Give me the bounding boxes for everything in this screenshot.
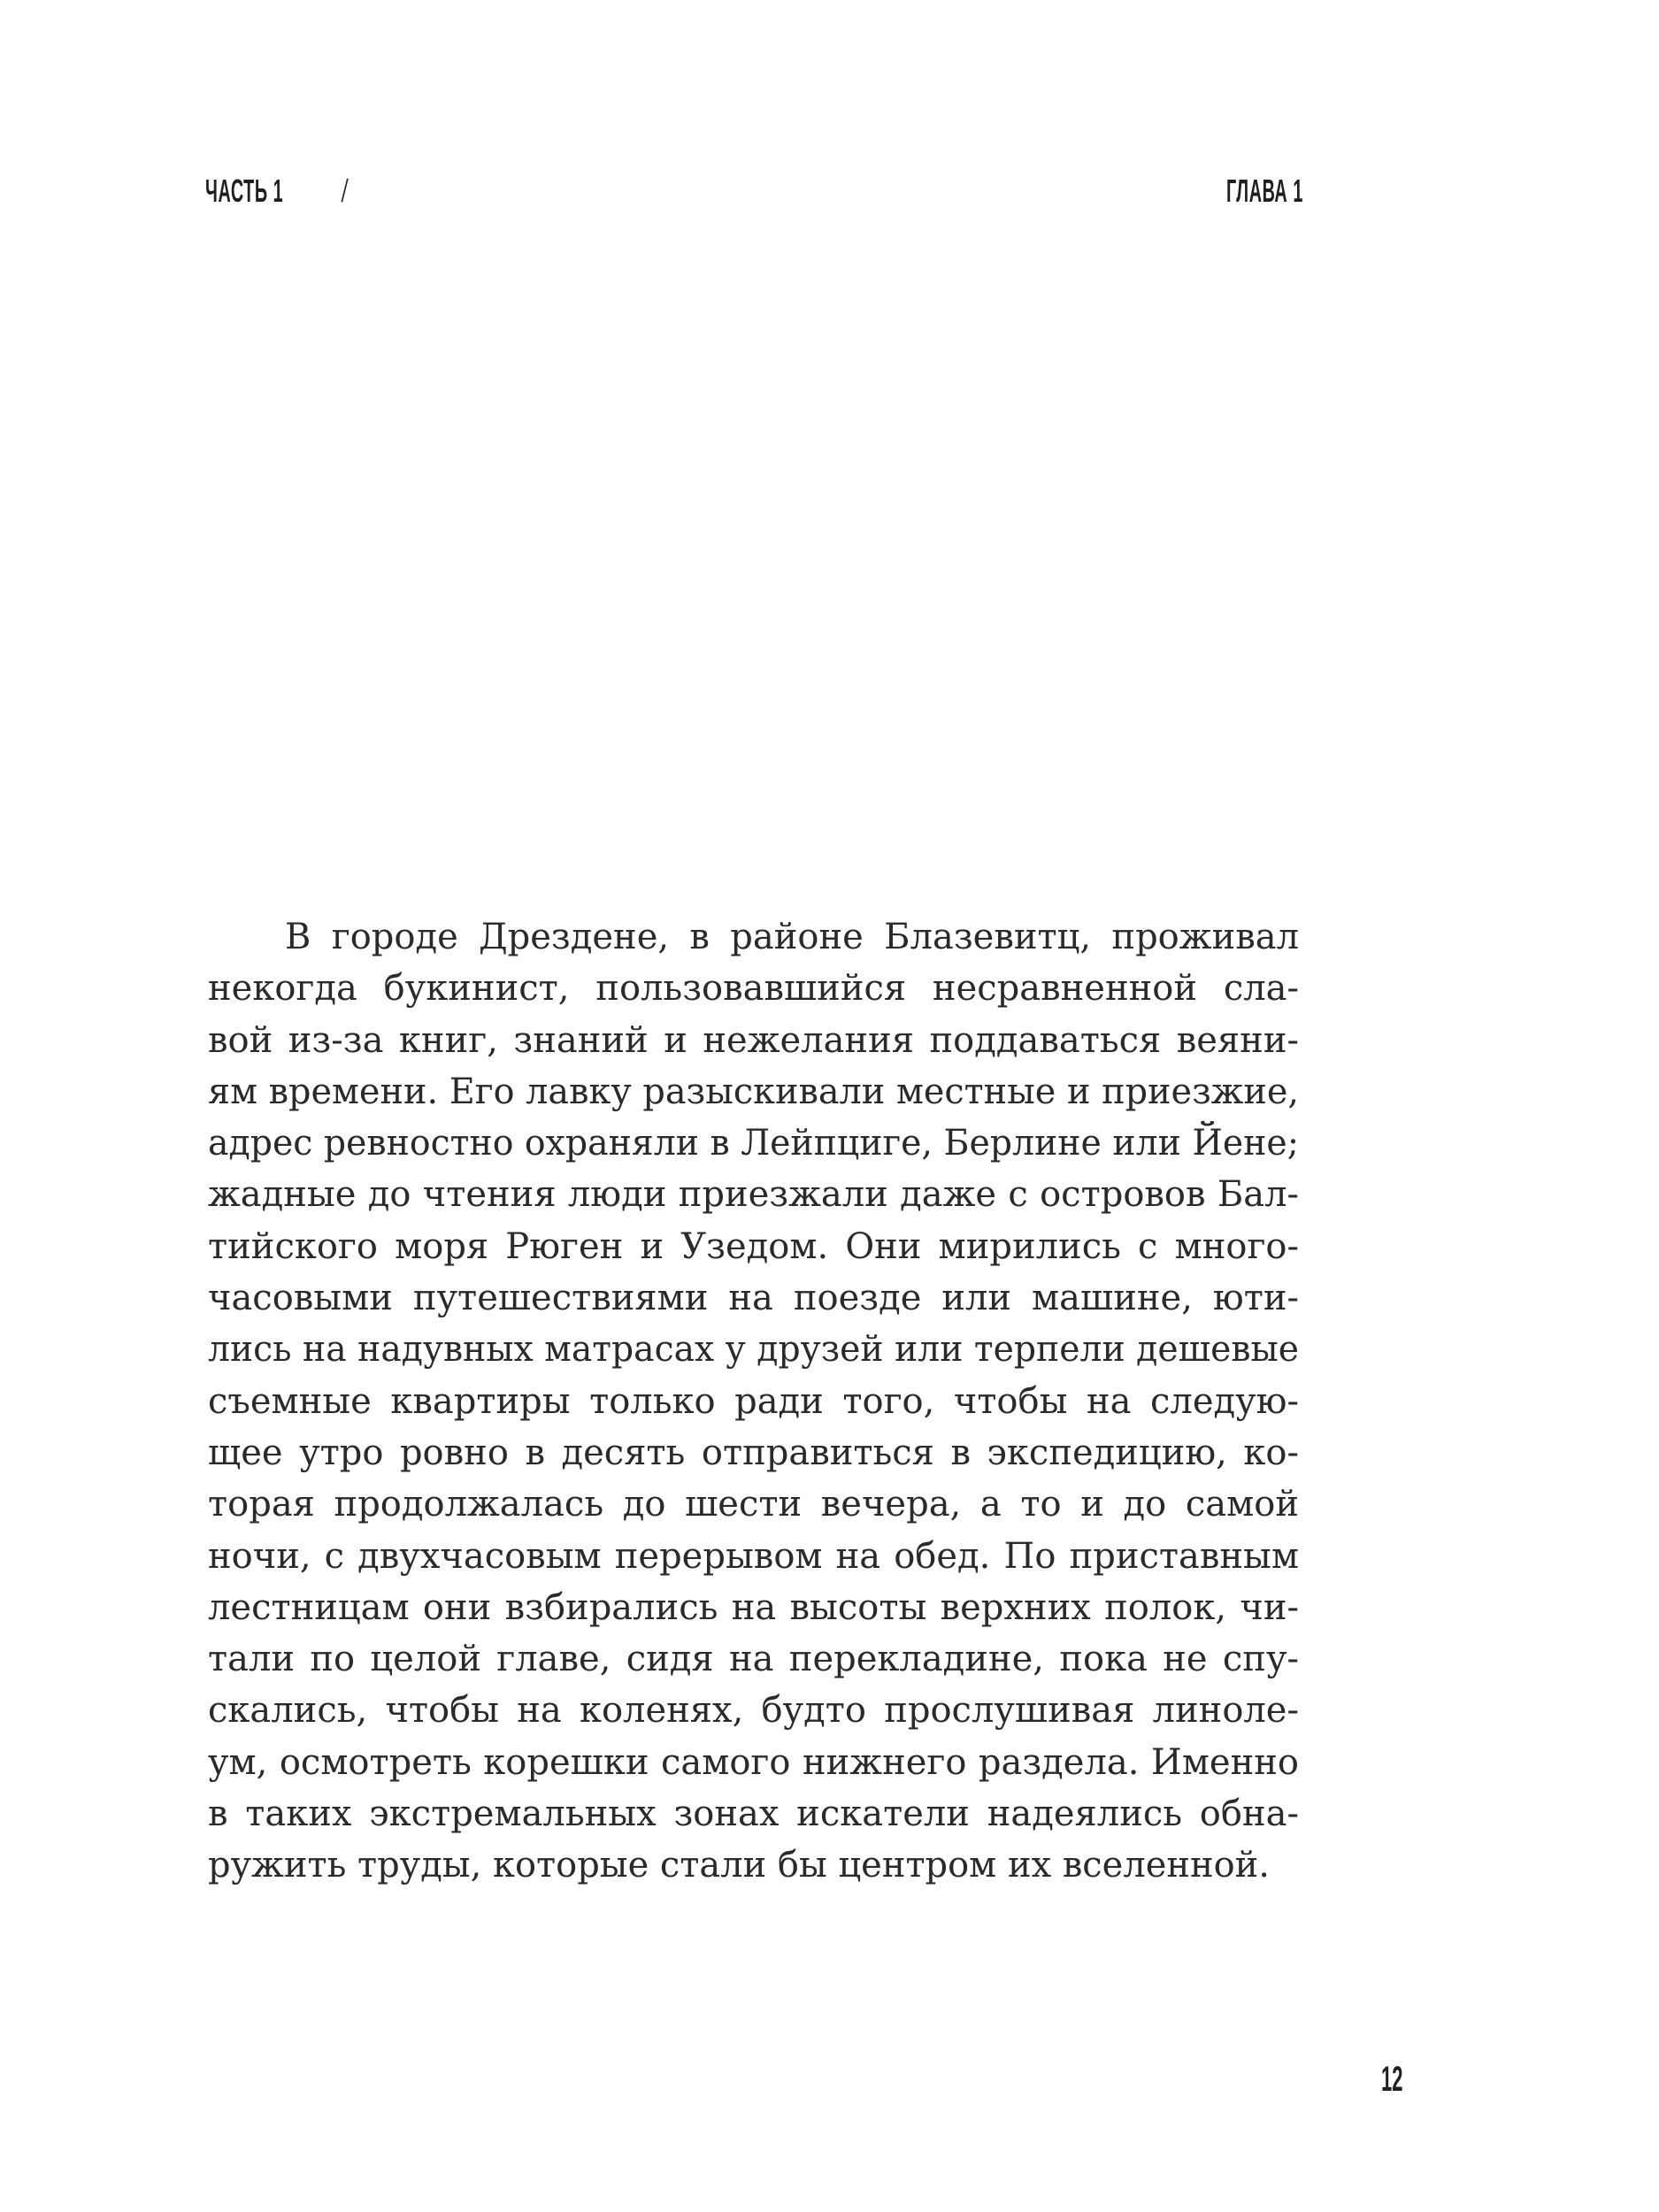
text-line: тийского моря Рюген и Узедом. Они мирились с много-: [208, 1225, 1299, 1267]
text-line: жадные до чтения люди приезжали даже с островов Бал-: [208, 1174, 1299, 1216]
text-line: в таких экстремальных зонах искатели надеялись обна-: [208, 1793, 1299, 1835]
text-line: адрес ревностно охраняли в Лейпциге, Берлине или Йене;: [208, 1123, 1299, 1164]
body-paragraph: [208, 911, 1299, 1892]
page-number: 12: [1381, 2060, 1403, 2099]
running-head-separator: /: [340, 173, 349, 209]
text-line: некогда букинист, пользовавшийся несравненной сла-: [208, 968, 1299, 1010]
text-line: съемные квартиры только ради того, чтобы на следую-: [208, 1380, 1299, 1422]
text-line: ночи, с двухчасовым перерывом на обед. По приставным: [208, 1535, 1299, 1577]
text-line: лестницам они взбирались на высоты верхних полок, чи-: [208, 1586, 1299, 1628]
text-line: ям времени. Его лавку разыскивали местные и приезжие,: [208, 1071, 1299, 1112]
text-line: щее утро ровно в десять отправиться в экспедицию, ко-: [208, 1432, 1299, 1473]
running-head-chapter: ГЛАВА 1: [1226, 173, 1303, 209]
text-line: часовыми путешествиями на поезде или машине, юти-: [208, 1278, 1299, 1319]
running-head-part: ЧАСТЬ 1: [205, 173, 284, 209]
text-line: ружить труды, которые стали бы центром их вселенной.: [208, 1845, 1270, 1886]
text-line: вой из-за книг, знаний и нежелания поддаваться веяни-: [208, 1019, 1299, 1061]
text-line: лись на надувных матрасах у друзей или терпели дешевые: [208, 1329, 1299, 1371]
text-line: торая продолжалась до шести вечера, а то и до самой: [208, 1484, 1299, 1525]
text-line: ум, осмотреть корешки самого нижнего раздела. Именно: [208, 1741, 1299, 1783]
text-line: тали по целой главе, сидя на перекладине, пока не спу-: [208, 1639, 1299, 1680]
text-line: скались, чтобы на коленях, будто прослушивая линоле-: [208, 1690, 1299, 1732]
text-line: В городе Дрездене, в районе Блазевитц, проживал: [285, 917, 1299, 957]
